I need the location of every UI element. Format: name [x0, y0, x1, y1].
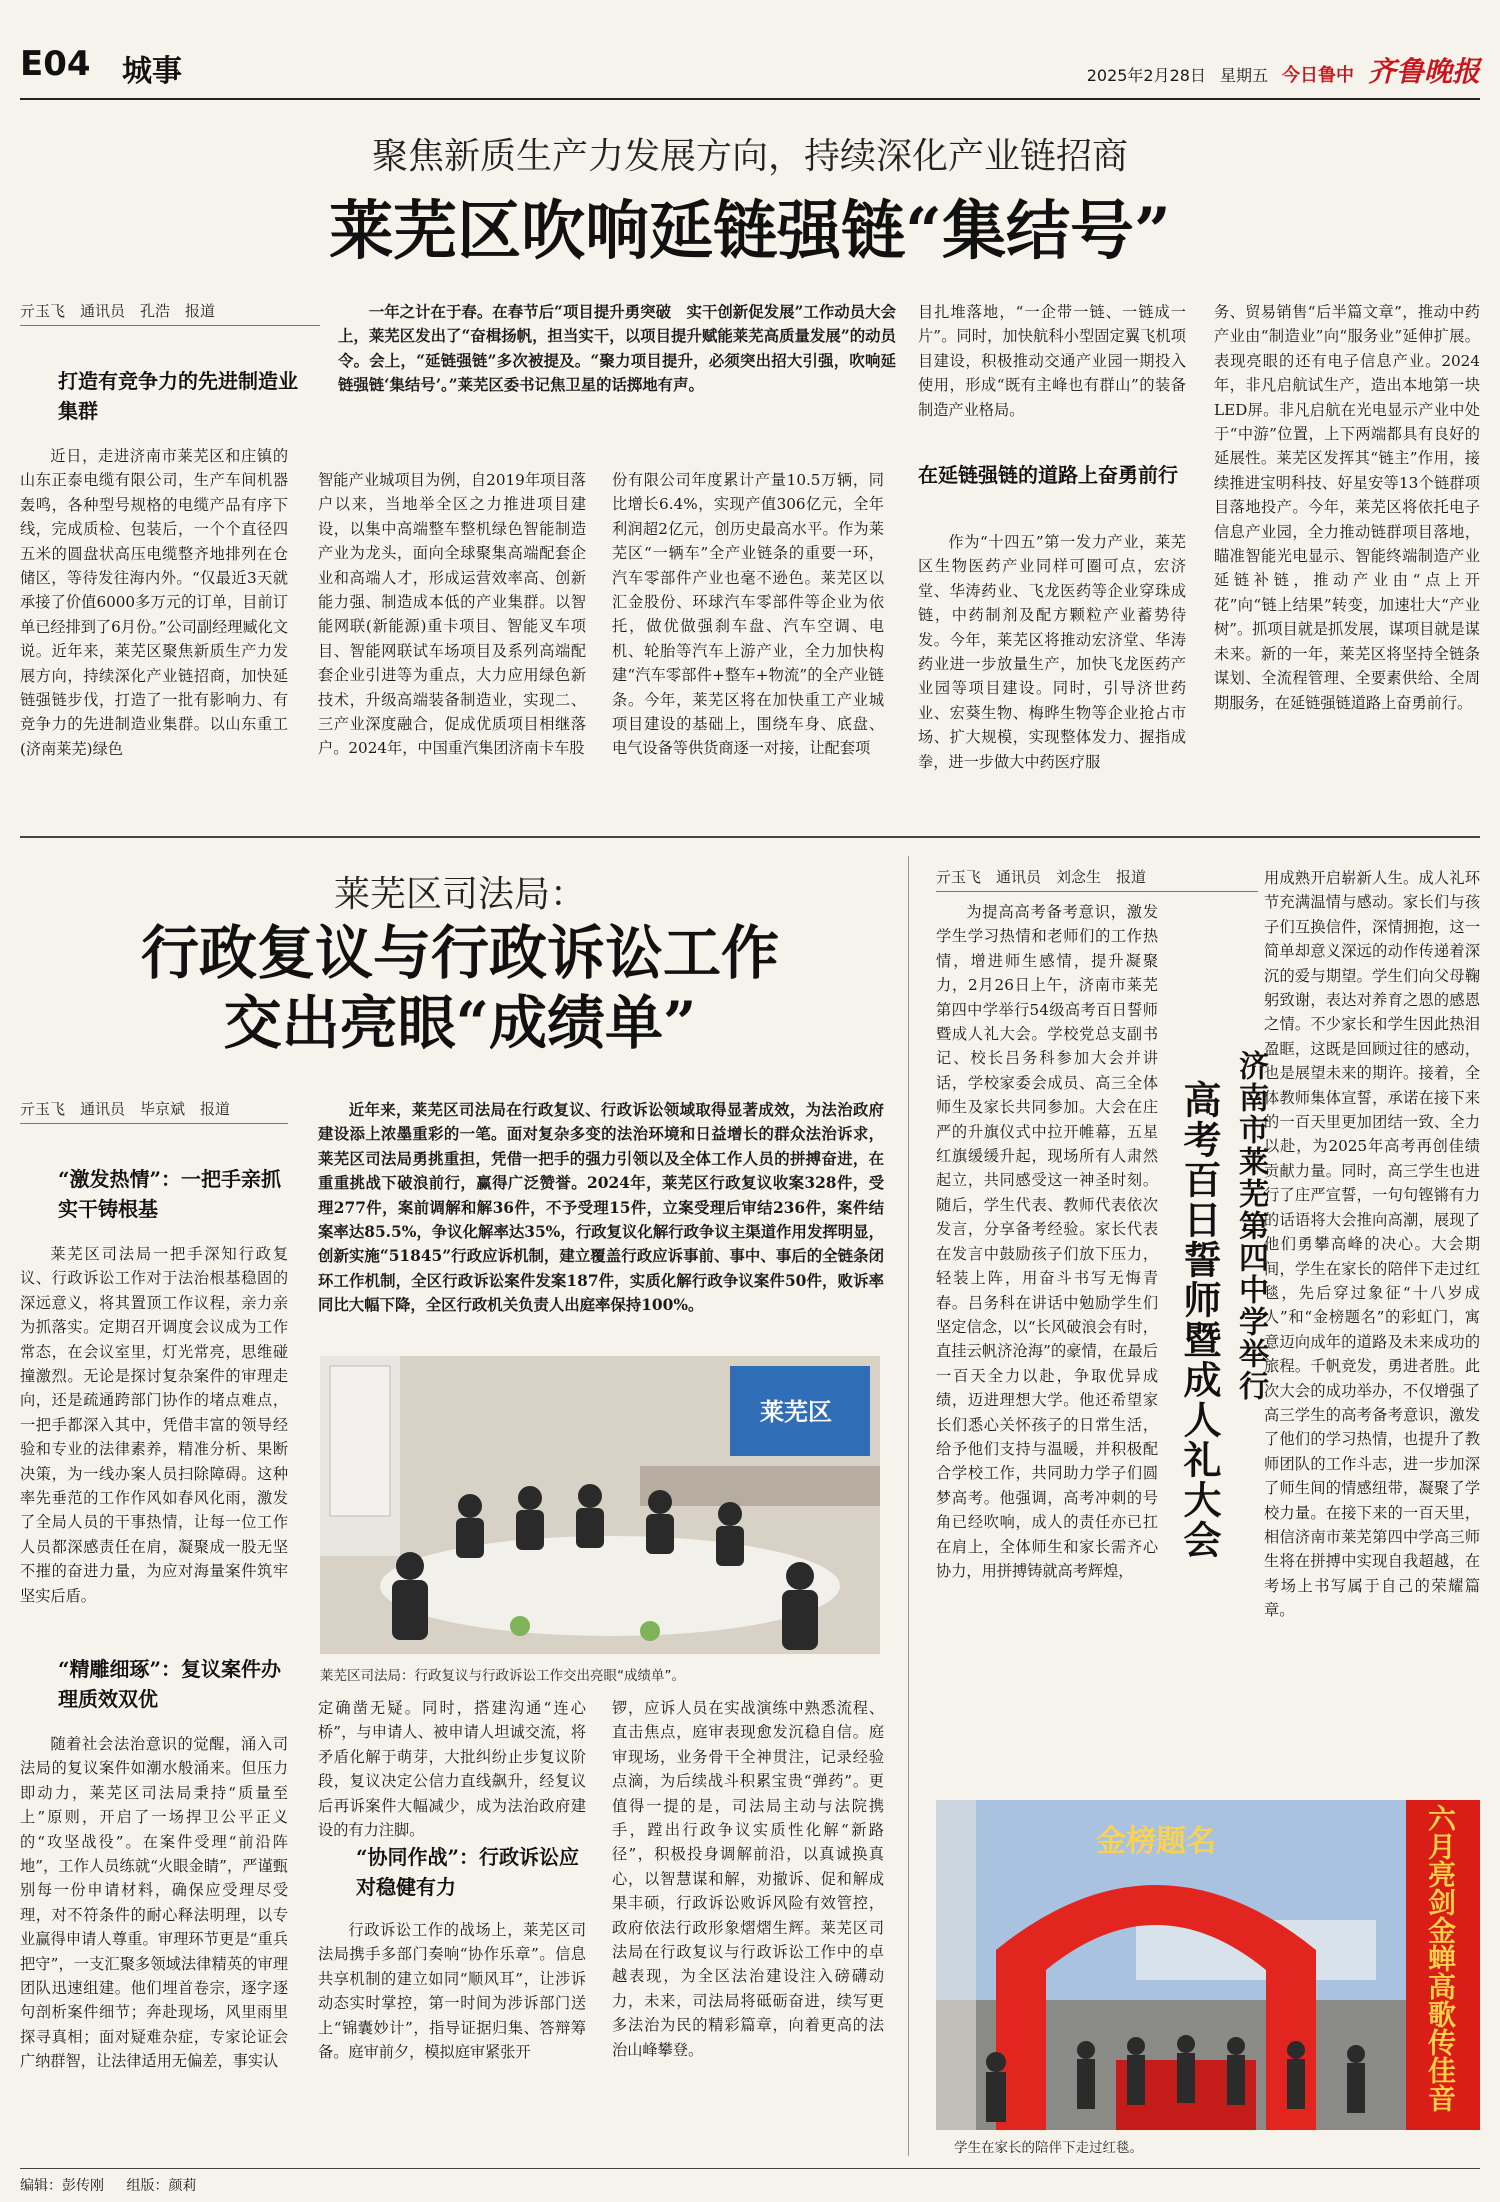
- article3-byline: 亓玉飞 通讯员 刘念生 报道: [936, 866, 1258, 892]
- article2-col-2a: [318, 1696, 586, 1840]
- article2-text-1b: 随着社会法治意识的觉醒，涌入司法局的复议案件如潮水般涌来。但压力即动力，莱芜区司法局秉持“质量至上”原则，开启了一场捍卫公平正义的“攻坚战役”。在案件受理“前沿阵地”，工作人员练就“火眼金睛”，严谨甄别每一份申请材料，确保应受理尽受理，对不符条件的耐心释法明理，以专业赢得申请人尊重。审理环节更是“重兵把守”，一支汇聚多领域法律精英的审理团队迅速组建。他们埋首卷宗，逐字逐句剖析案件细节；奔赴现场，风里雨里探寻真相；面对疑难杂症，专家论证会广纳群智，让法律适用无偏差，事实认: [20, 1735, 288, 2071]
- article2-col-1b: [20, 1732, 288, 2152]
- edition-name: 今日鲁中: [1281, 65, 1354, 86]
- article2-subhead-3: “协同作战”：行政诉讼应对稳健有力: [356, 1845, 580, 1899]
- article1-col-2: [318, 468, 586, 824]
- article2-col-2b: [318, 1918, 586, 2154]
- photo-meeting-caption: 莱芜区司法局：行政复议与行政诉讼工作交出亮眼“成绩单”。: [320, 1668, 685, 1684]
- article2-subhead-1: “激发热情”：一把手亲抓实干铸根基: [58, 1167, 282, 1221]
- page-header: [20, 40, 1480, 100]
- article1-text-4a: 目扎堆落地，“一企带一链、一链成一片”。同时，加快航科小型固定翼飞机项目建设，积极推动交通产业园一期投入使用，形成“既有主峰也有群山”的装备制造产业格局。: [918, 303, 1186, 419]
- design-credit: 组版：颜莉: [126, 2178, 197, 2194]
- photo-red-carpet-caption: 学生在家长的陪伴下走过红毯。: [954, 2140, 1143, 2156]
- section-name: 城事: [122, 54, 182, 89]
- article1-text-5: 务、贸易销售“后半篇文章”，推动中药产业由“制造业”向“服务业”延伸扩展。表现亮眼的还有电子信息产业。2024年，非凡启航试生产，造出本地第一块LED屏。非凡启航在光电显示产业中处于“中游”位置，上下两端都具有良好的延展性。莱芜区发挥其“链主”作用，接续推进宝明科技、好星安等13个链群项目落地投产。今年，莱芜区将依托电子信息产业园，全力推动链群项目落地，瞄准智能光电显示、智能终端制造产业延链补链，推动产业由“点上开花”向“链上结果”转变，加速壮大“产业树”。抓项目就是抓发展，谋项目就是谋未来。新的一年，莱芜区将坚持全链条谋划、全流程管理、全要素供给、全周期服务，在延链强链道路上奋勇前行。: [1214, 303, 1480, 712]
- article3-text-1: 为提高高考备考意识，激发学生学习热情和老师们的工作热情，增进师生感情，提升凝聚力，2月26日上午，济南市莱芜第四中学举行54级高考百日誓师暨成人礼大会。学校党总支副书记、校长吕务科参加大会并讲话，学校家委会成员、高三全体师生及家长共同参加。大会在庄严的升旗仪式中拉开帷幕，五星红旗缓缓升起，现场所有人肃然起立，共同感受这一神圣时刻。随后，学生代表、教师代表依次发言，分享备考经验。家长代表在发言中鼓励孩子们放下压力，轻装上阵，用奋斗书写无悔青春。吕务科在讲话中勉励学生们坚定信念，以“长风破浪会有时，直挂云帆济沧海”的豪情，在最后一百天全力以赴，争取优异成绩，迈进理想大学。他还希望家长们悉心关怀孩子的日常生活，给予他们支持与温暖，并积极配合学校工作，共同助力学子们圆梦高考。他强调，高考冲刺的号角已经吹响，成人的责任亦已扛在肩上，全体师生和家长需齐心协力，用拼搏铸就高考辉煌，: [936, 903, 1158, 1580]
- article2-text-3: 锣，应诉人员在实战演练中熟悉流程、直击焦点，庭审表现愈发沉稳自信。庭审现场，业务骨干全神贯注，记录经验点滴，为后续战斗积累宝贵“弹药”。更值得一提的是，司法局主动与法院携手，蹚出行政争议实质性化解“新路径”，积极投身调解前沿，以真诚换真心，以智慧谋和解，劝撤诉、促和解成果丰硕，行政诉讼败诉风险有效管控，政府依法行政形象熠熠生辉。莱芜区司法局在行政复议与行政诉讼工作中的卓越表现，为全区法治建设注入磅礴动力，未来，司法局将砥砺奋进，续写更多法治为民的精彩篇章，向着更高的法治山峰攀登。: [612, 1699, 884, 2059]
- article1-col-4a: [918, 300, 1186, 440]
- article1-subhead-1: 打造有竞争力的先进制造业集群: [58, 369, 298, 423]
- article1-lead: 一年之计在于春。在春节后“项目提升勇突破 实干创新促发展”工作动员大会上，莱芜区发出了“奋楫扬帆，担当实干，以项目提升赋能莱芜高质量发展”的动员令。会上，“延链强链”多次被提及。“聚力项目提升，必须突出招大引强，吹响延链强链‘集结号’。”莱芜区委书记焦卫星的话掷地有声。: [338, 303, 896, 395]
- issue-weekday: 星期五: [1219, 66, 1268, 85]
- article2-title-line-2: 交出亮眼“成绩单”: [223, 989, 697, 1057]
- divider-1: [20, 836, 920, 838]
- article1-col-5: [1214, 300, 1480, 824]
- vertical-divider: [908, 856, 909, 2156]
- article2-byline: 亓玉飞 通讯员 毕京斌 报道: [20, 1098, 288, 1124]
- photo-sign-text: 莱芜区: [760, 1397, 832, 1426]
- divider-2: [920, 836, 1480, 838]
- article1-col-4b: [918, 530, 1186, 824]
- article3-col-2: [1264, 866, 1480, 1774]
- arch-text: 金榜题名: [1096, 1824, 1216, 1859]
- article1-subhead-2: 在延链强链的道路上奋勇前行: [918, 463, 1178, 487]
- article2-text-2b: 行政诉讼工作的战场上，莱芜区司法局携手多部门奏响“协作乐章”。信息共享机制的建立如同“顺风耳”，让涉诉动态实时掌控，第一时间为涉诉部门送上“锦囊妙计”，指导证据归集、答辩筹备。庭审前夕，模拟庭审紧张开: [318, 1921, 586, 2062]
- article1-text-3: 份有限公司年度累计产量10.5万辆，同比增长6.4%，实现产值306亿元，全年利润超2亿元，创历史最高水平。作为莱芜区“一辆车”全产业链条的重要一环，汽车零部件产业也毫不逊色。莱芜区以汇金股份、环球汽车零部件等企业为依托，做优做强刹车盘、汽车空调、电机、轮胎等汽车上游产业，全力加快构建“汽车零部件+整车+物流”的全产业链条。今年，莱芜区将在加快重工产业城项目建设的基础上，围绕车身、底盘、电气设备等供货商逐一对接，让配套项: [612, 471, 884, 758]
- article2-col-3: [612, 1696, 884, 2154]
- article1-title: 莱芜区吹响延链强链“集结号”: [329, 194, 1171, 269]
- article1-text-1: 近日，走进济南市莱芜区和庄镇的山东正泰电缆有限公司，生产车间机器轰鸣，各种型号规格的电缆产品有序下线，完成质检、包装后，一个个直径四五米的圆盘状高压电缆整齐地排列在仓储区，等待发往海内外。“仅最近3天就承接了价值6000多万元的订单，目前订单已经排到了6月份。”公司副经理臧化文说。近年来，莱芜区聚焦新质生产力发展方向，持续深化产业链招商，加快延链强链步伐，打造了一批有影响力、有竞争力的先进制造业集群。以山东重工(济南莱芜)绿色: [20, 447, 289, 758]
- photo-meeting: [320, 1356, 880, 1654]
- article1-kicker: 聚焦新质生产力发展方向，持续深化产业链招商: [371, 136, 1128, 177]
- article3-title-vertical: 高考百日誓师暨成人礼大会: [1177, 1080, 1222, 1560]
- article3-subtitle-vertical: 济南市莱芜第四中学举行: [1233, 1050, 1268, 1402]
- brand-logo: 齐鲁晚报: [1367, 55, 1480, 88]
- article1-byline: 亓玉飞 通讯员 孔浩 报道: [20, 300, 320, 326]
- editor-credit: 编辑：彭传刚: [20, 2178, 104, 2194]
- page-number: E04: [20, 44, 91, 84]
- photo-red-carpet: [936, 1800, 1480, 2130]
- article3-text-2: 用成熟开启崭新人生。成人礼环节充满温情与感动。家长们与孩子们互换信件，深情拥抱，这一简单却意义深远的动作传递着深沉的爱与期望。学生们向父母鞠躬致谢，表达对养育之恩的感恩之情。不少家长和学生因此热泪盈眶，这既是回顾过往的感动，也是展望未来的期许。接着，全体教师集体宣誓，承诺在接下来的一百天里更加团结一致、全力以赴，为2025年高考再创佳绩贡献力量。同时，高三学生也进行了庄严宣誓，一句句铿锵有力的话语将大会推向高潮，展现了他们勇攀高峰的决心。大会期间，学生在家长的陪伴下走过红毯，先后穿过象征“十八岁成人”和“金榜题名”的彩虹门，寓意迈向成年的道路及未来成功的旅程。千帆竞发，勇进者胜。此次大会的成功举办，不仅增强了高三学生的高考备考意识，激发了他们的学习热情，也提升了教师团队的工作斗志，进一步加深了师生间的情感纽带，凝聚了学校力量。在接下来的一百天里，相信济南市莱芜第四中学高三师生将在拼搏中实现自我超越，在考场上书写属于自己的荣耀篇章。: [1264, 869, 1480, 1620]
- article2-text-2a: 定确凿无疑。同时，搭建沟通“连心桥”，与申请人、被申请人坦诚交流，将矛盾化解于萌芽，大批纠纷止步复议阶段，复议决定公信力直线飙升，经复议后再诉案件大幅减少，成为法治政府建设的有力注脚。: [318, 1699, 586, 1840]
- article2-subhead-2: “精雕细琢”：复议案件办理质效双优: [58, 1657, 282, 1711]
- article1-text-2: 智能产业城项目为例，自2019年项目落户以来，当地举全区之力推进项目建设，以集中高端整车整机绿色智能制造产业为龙头，面向全球聚集高端配套企业和高端人才，形成运营效率高、创新能力强、制造成本低的产业集群。以智能网联(新能源)重卡项目、智能叉车项目、智能网联试车场项目及系列高端配套企业引进等为重点，大力应用绿色新技术，升级高端装备制造业，实现二、三产业深度融合，促成优质项目相继落户。2024年，中国重汽集团济南卡车股: [318, 471, 586, 758]
- article2-kicker: 莱芜区司法局：: [333, 874, 586, 915]
- article1-text-4b: 作为“十四五”第一发力产业，莱芜区生物医药产业同样可圈可点，宏济堂、华涛药业、飞龙医药等企业穿珠成链，中药制剂及配方颗粒产业蓄势待发。今年，莱芜区将推动宏济堂、华涛药业进一步放量生产，加快飞龙医药产业园等项目建设。同时，引导济世药业、宏葵生物、梅晔生物等企业抢占市场、扩大规模，实现整体发力、握指成拳，进一步做大中药医疗服: [918, 533, 1186, 771]
- article2-title-line-1: 行政复议与行政诉讼工作: [140, 919, 779, 987]
- article1-col-3: [612, 468, 884, 824]
- issue-date: 2025年2月28日: [1086, 66, 1206, 85]
- article3-col-1: [936, 900, 1158, 1640]
- article2-lead: 近年来，莱芜区司法局在行政复议、行政诉讼领域取得显著成效，为法治政府建设添上浓墨重彩的一笔。面对复杂多变的法治环境和日益增长的群众法治诉求，莱芜区司法局勇挑重担，凭借一把手的强力引领以及全体工作人员的拼搏奋进，在重重挑战下破浪前行，赢得广泛赞誉。2024年，莱芜区行政复议收案328件，受理277件，案前调解和解36件，不予受理15件，立案受理后审结236件，案件结案率达85.5%，争议化解率达35%，行政复议化解行政争议主渠道作用发挥明显，创新实施“51845”行政应诉机制，建立覆盖行政应诉事前、事中、事后的全链条闭环工作机制，全区行政诉讼案件发案187件，实质化解行政争议案件50件，败诉率同比大幅下降，全区行政机关负责人出庭率保持100%。: [318, 1101, 884, 1315]
- article2-text-1a: 莱芜区司法局一把手深知行政复议、行政诉讼工作对于法治根基稳固的深远意义，将其置顶工作议程，亲力亲为抓落实。定期召开调度会议成为工作常态，在会议室里，灯光常亮，思维碰撞激烈。无论是探讨复杂案件的审理走向，还是疏通跨部门协作的堵点难点，一把手都深入其中，凭借丰富的领导经验和专业的法律素养，精准分析、果断决策，为一线办案人员扫除障碍。这种率先垂范的工作作风如春风化雨，激发了全局人员的干事热情，让每一位工作人员都深感责任在肩，凝聚成一股无坚不摧的奋进力量，为应对海量案件筑牢坚实后盾。: [20, 1245, 288, 1605]
- banner-text: 六月亮剑金蝉高歌传佳音: [1424, 1804, 1457, 2112]
- page-footer: [20, 2168, 1480, 2195]
- masthead-right: [1087, 50, 1480, 90]
- article2-col-1a: [20, 1242, 288, 1638]
- article1-col-1: [20, 444, 288, 824]
